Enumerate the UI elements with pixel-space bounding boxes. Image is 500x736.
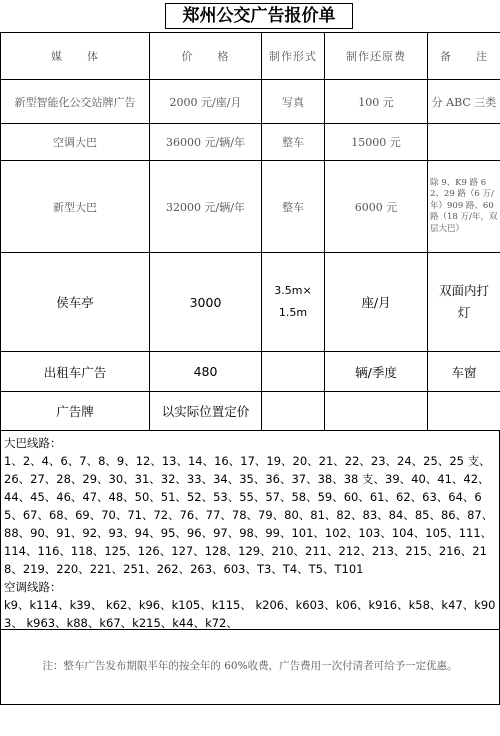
cell-fee: 座/月: [325, 253, 428, 352]
cell-media: 空调大巴: [1, 124, 150, 161]
route-list: [0, 430, 500, 630]
header-remark: 备 注: [428, 33, 500, 80]
cell-remark: 分 ABC 三类: [428, 80, 500, 124]
cell-remark: 车窗: [428, 352, 500, 392]
cell-form: [262, 392, 325, 431]
cell-price: 以实际位置定价: [150, 392, 262, 431]
cell-fee: 辆/季度: [325, 352, 428, 392]
header-media: 媒 体: [1, 33, 150, 80]
cell-fee: 6000 元: [325, 161, 428, 253]
ac-lines-label: 空调线路：: [4, 580, 62, 594]
table-row: [1, 392, 500, 431]
table-row: [1, 80, 500, 124]
ac-lines-text: k9、k114、k39、 k62、k96、k105、k115、 k206、k603、k06、k916、k58、k47、k903、 k963、k88、k67、k215、k44、k72、: [4, 598, 496, 630]
cell-price: 32000 元/辆/年: [150, 161, 262, 253]
page-title: 郑州公交广告报价单: [165, 3, 353, 29]
bus-lines-text: 1、2、4、6、7、8、9、12、13、14、16、17、19、20、21、22、23、24、25、25 支、26、27、28、29、30、31、32、33、34、35、36、37、38、38 支、39、40、41、42、44、45、46、47、48、50、51、52、53、55、57、58、59、60、61、62、63、64、65、67、68、69、70、71、72、76、77、78、79、80、81、82、83、84、85、86、87、88、90、91、92、93、94、95、96、97、98、99、101、102、103、104、105、111、114、116、118、125、126、127、128、129、210、211、212、213、215、216、218、219、220、221、251、262、263、603、T3、T4、T5、T101: [4, 454, 494, 576]
cell-fee: 100 元: [325, 80, 428, 124]
cell-price: 3000: [150, 253, 262, 352]
cell-fee: [325, 392, 428, 431]
bus-lines-label: 大巴线路：: [4, 436, 62, 450]
cell-fee: 15000 元: [325, 124, 428, 161]
cell-price: 36000 元/辆/年: [150, 124, 262, 161]
cell-media: 广告牌: [1, 392, 150, 431]
table-row: [1, 124, 500, 161]
table-row: [1, 161, 500, 253]
header-form: 制作形式: [262, 33, 325, 80]
cell-form: 3.5m×1.5m: [262, 253, 325, 352]
cell-remark: 除 9、K9 路 62、29 路（6 万/年）909 路、60 路（18 万/年，双层大巴）: [428, 161, 500, 253]
cell-media: 出租车广告: [1, 352, 150, 392]
cell-remark: [428, 392, 500, 431]
header-fee: 制作还原费: [325, 33, 428, 80]
cell-media: 新型大巴: [1, 161, 150, 253]
cell-price: 2000 元/座/月: [150, 80, 262, 124]
cell-price: 480: [150, 352, 262, 392]
cell-remark: 双面内打灯: [428, 253, 500, 352]
footnote: 注：整车广告发布期限半年的按全年的 60%收费，广告费用一次付清者可给予一定优惠。: [0, 630, 500, 705]
cell-form: 整车: [262, 124, 325, 161]
cell-media: 侯车亭: [1, 253, 150, 352]
table-row: [1, 352, 500, 392]
price-table: [0, 32, 500, 431]
cell-form: 整车: [262, 161, 325, 253]
header-price: 价 格: [150, 33, 262, 80]
cell-form: [262, 352, 325, 392]
table-header-row: [1, 33, 500, 80]
cell-remark: [428, 124, 500, 161]
cell-media: 新型智能化公交站牌广告: [1, 80, 150, 124]
cell-form: 写真: [262, 80, 325, 124]
table-row: [1, 253, 500, 352]
